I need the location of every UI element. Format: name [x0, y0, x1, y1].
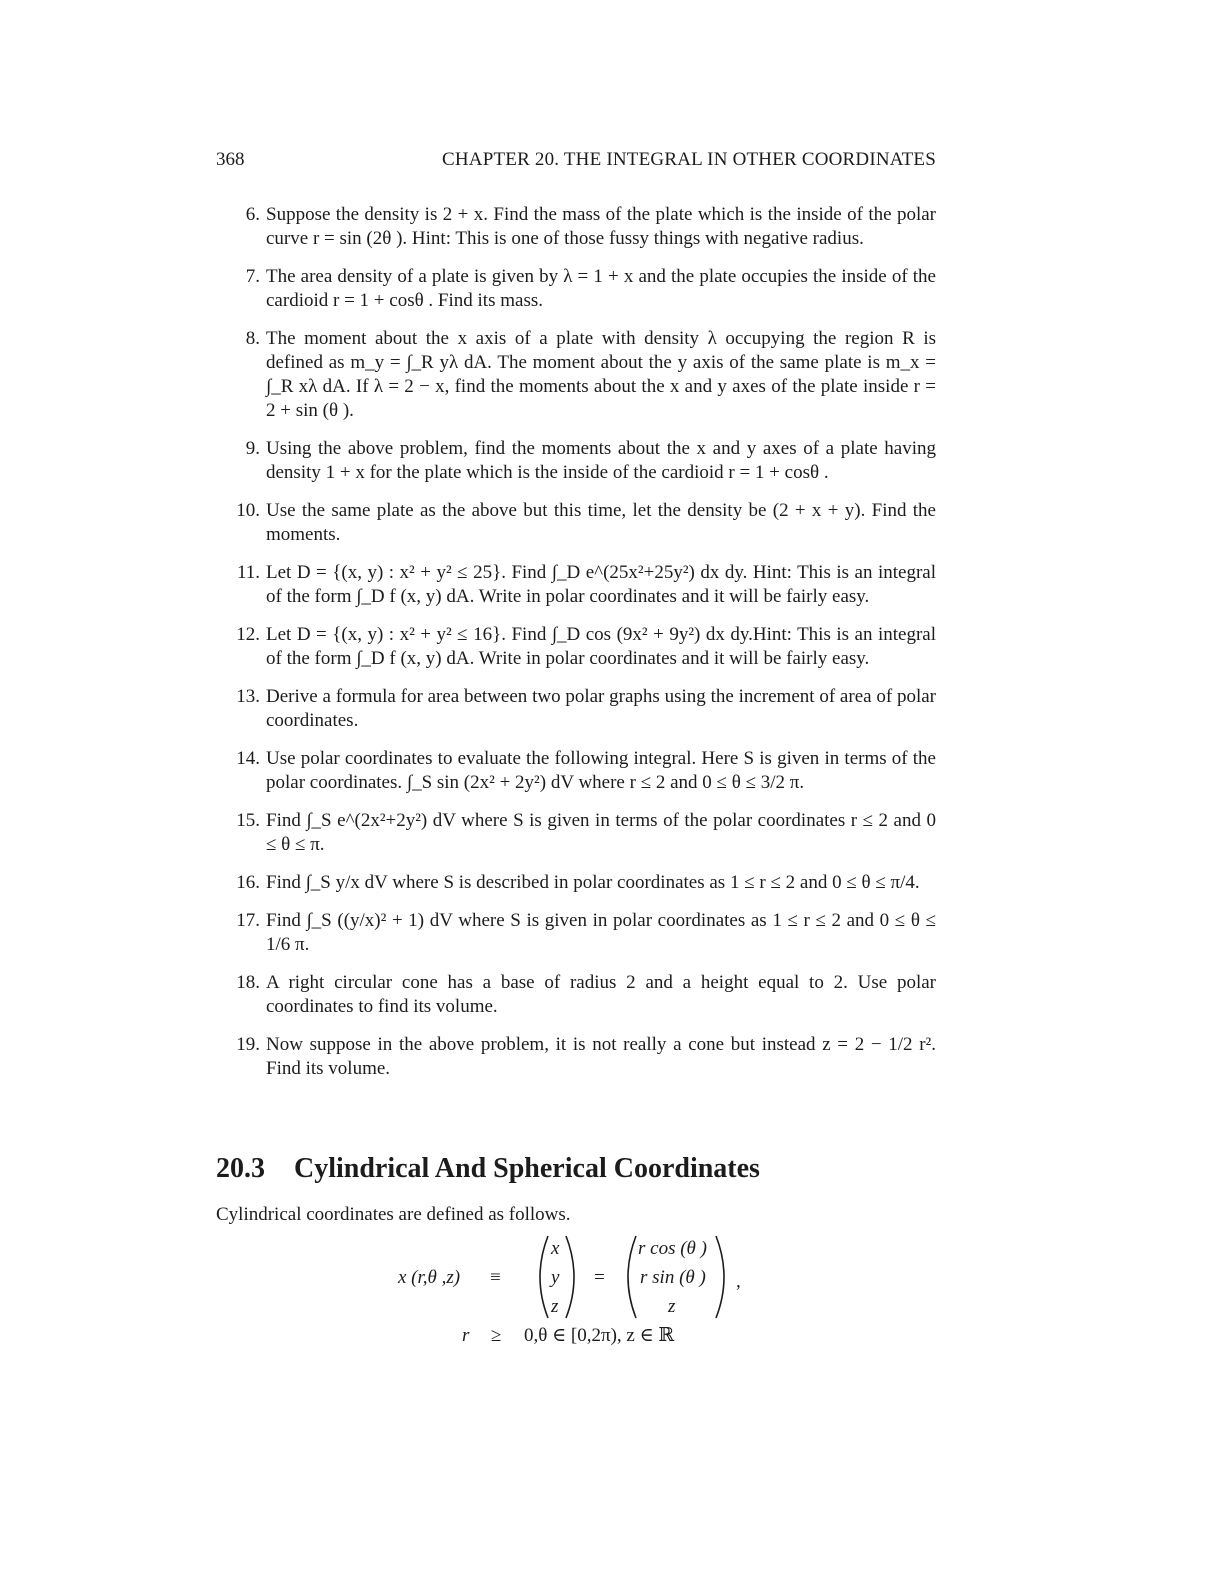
problem-item: [216, 203, 936, 251]
problem-number: 18.: [236, 972, 260, 993]
problem-text: Find ∫_S ((y/x)² + 1) dV where S is given in polar coordinates as 1 ≤ r ≤ 2 and 0 ≤ θ ≤ 1/6 π.: [266, 910, 936, 955]
problem-item: [216, 685, 936, 733]
problem-item: [216, 265, 936, 313]
problem-number: 13.: [236, 686, 260, 707]
problem-text: A right circular cone has a base of radius 2 and a height equal to 2. Use polar coordinates to find its volume.: [266, 972, 936, 1017]
problem-text: Use the same plate as the above but this time, let the density be (2 + x + y). Find the moments.: [266, 500, 936, 545]
problem-text: Derive a formula for area between two polar graphs using the increment of area of polar coordinates.: [266, 686, 936, 731]
formula-trail: ,: [736, 1271, 741, 1292]
section-number: 20.3: [216, 1153, 265, 1184]
problem-text: The area density of a plate is given by λ = 1 + x and the plate occupies the inside of the cardioid r = 1 + cosθ . Find its mass.: [266, 266, 936, 311]
formula-equiv: ≡: [490, 1267, 501, 1288]
problem-number: 10.: [236, 500, 260, 521]
line2-op: ≥: [491, 1325, 502, 1346]
problem-item: [216, 971, 936, 1019]
vec1-z: z: [551, 1296, 559, 1317]
problem-item: [216, 1033, 936, 1081]
problem-text: Now suppose in the above problem, it is not really a cone but instead z = 2 − 1/2 r². Find its volume.: [266, 1034, 936, 1079]
problem-number: 6.: [245, 204, 260, 225]
right-paren-2: [710, 1232, 736, 1322]
problem-list: [216, 203, 936, 1095]
section-heading: [216, 1152, 936, 1186]
problem-text: The moment about the x axis of a plate with density λ occupying the region R is defined as m_y = ∫_R yλ dA. The moment about the y axis of the same plate is m_x = ∫_R xλ dA. If λ = 2 − x, find the moments about the x and y axes of the plate inside r = 2 + sin (θ ).: [266, 328, 936, 421]
section-title: Cylindrical And Spherical Coordinates: [294, 1153, 760, 1184]
problem-number: 16.: [236, 872, 260, 893]
vec1-x: x: [551, 1238, 560, 1259]
vec2-r-sin: r sin (θ ): [640, 1267, 706, 1288]
formula-lhs: x (r,θ ,z): [398, 1267, 461, 1288]
problem-number: 19.: [236, 1034, 260, 1055]
problem-item: [216, 871, 936, 895]
section-intro: Cylindrical coordinates are defined as follows.: [216, 1204, 571, 1225]
problem-item: [216, 327, 936, 423]
problem-item: [216, 809, 936, 857]
cylindrical-formula: [216, 1232, 936, 1372]
problem-text: Let D = {(x, y) : x² + y² ≤ 16}. Find ∫_D cos (9x² + 9y²) dx dy.Hint: This is an integral of the form ∫_D f (x, y) dA. Write in polar coordinates and it will be fairly easy.: [266, 624, 936, 669]
vec2-r-cos: r cos (θ ): [638, 1238, 707, 1259]
vec1-y: y: [551, 1267, 560, 1288]
problem-number: 12.: [236, 624, 260, 645]
problem-item: [216, 747, 936, 795]
problem-item: [216, 437, 936, 485]
page-number: 368: [216, 149, 245, 170]
problem-item: [216, 623, 936, 671]
problem-number: 8.: [245, 328, 260, 349]
problem-text: Find ∫_S e^(2x²+2y²) dV where S is given in terms of the polar coordinates r ≤ 2 and 0 ≤ θ ≤ π.: [266, 810, 936, 855]
problem-text: Find ∫_S y/x dV where S is described in polar coordinates as 1 ≤ r ≤ 2 and 0 ≤ θ ≤ π/4.: [266, 872, 920, 893]
problem-number: 7.: [245, 266, 260, 287]
page-header: [216, 148, 936, 172]
line2-lhs: r: [462, 1325, 470, 1346]
right-paren-1: [560, 1232, 586, 1322]
problem-number: 14.: [236, 748, 260, 769]
problem-text: Let D = {(x, y) : x² + y² ≤ 25}. Find ∫_D e^(25x²+25y²) dx dy. Hint: This is an integral of the form ∫_D f (x, y) dA. Write in polar coordinates and it will be fairly easy.: [266, 562, 936, 607]
problem-item: [216, 909, 936, 957]
problem-text: Use polar coordinates to evaluate the following integral. Here S is given in terms of the polar coordinates. ∫_S sin (2x² + 2y²) dV where r ≤ 2 and 0 ≤ θ ≤ 3/2 π.: [266, 748, 936, 793]
formula-eq: =: [594, 1267, 605, 1288]
problem-number: 15.: [236, 810, 260, 831]
problem-item: [216, 561, 936, 609]
problem-item: [216, 499, 936, 547]
chapter-title: CHAPTER 20. THE INTEGRAL IN OTHER COORDINATES: [441, 149, 936, 170]
line2-rhs: 0,θ ∈ [0,2π), z ∈ ℝ: [524, 1325, 675, 1346]
problem-number: 11.: [236, 562, 260, 583]
problem-number: 9.: [245, 438, 260, 459]
problem-text: Using the above problem, find the moments about the x and y axes of a plate having density 1 + x for the plate which is the inside of the cardioid r = 1 + cosθ .: [266, 438, 936, 483]
problem-text: Suppose the density is 2 + x. Find the mass of the plate which is the inside of the polar curve r = sin (2θ ). Hint: This is one of those fussy things with negative radius.: [266, 204, 936, 249]
problem-number: 17.: [236, 910, 260, 931]
vec2-z: z: [668, 1296, 676, 1317]
